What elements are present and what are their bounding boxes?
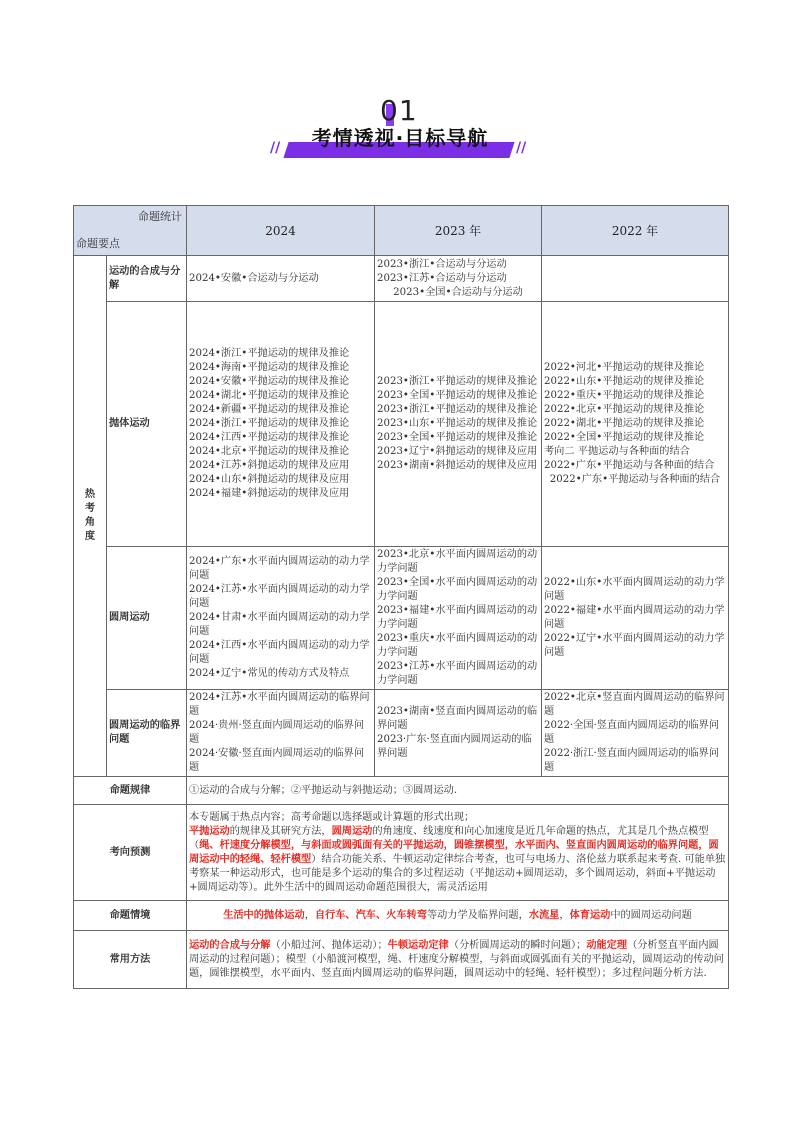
corner-bottom-label: 命题要点 xyxy=(76,237,120,250)
list-item: 2022•辽宁•水平面内圆周运动的动力学问题 xyxy=(544,633,725,658)
list-item: 2024•江苏•水平面内圆周运动的临界问题 xyxy=(189,692,370,717)
rule-text: ①运动的合成与分解；②平抛运动与斜抛运动；③圆周运动. xyxy=(187,777,729,805)
text-span: 等动力学及临界问题， xyxy=(426,909,529,921)
big-char: 热 xyxy=(84,489,96,500)
list-item: 2024•江西•水平面内圆周运动的动力学问题 xyxy=(189,640,370,665)
list-item: 2024•海南•平抛运动的规律及推论 xyxy=(189,362,350,373)
text-span: 中的圆周运动问题 xyxy=(610,909,692,921)
list-item: 2024•浙江•平抛运动的规律及推论 xyxy=(189,348,350,359)
highlight: 运动的合成与分解 xyxy=(189,939,271,951)
cell-2023 xyxy=(375,256,542,302)
list-item: 2023•浙江•平抛运动的规律及推论 xyxy=(377,404,538,415)
list-item: 2024•新疆•平抛运动的规律及推论 xyxy=(189,404,350,415)
section-header xyxy=(0,92,800,162)
list-item: 2022·全国·竖直面内圆周运动的临界问题 xyxy=(544,720,720,745)
cell-2022 xyxy=(542,302,729,547)
cell-2023 xyxy=(375,302,542,547)
list-item: 2023•浙江•合运动与分运动 xyxy=(377,258,507,270)
text-span: （分析圆周运动的瞬时问题）； xyxy=(448,939,587,951)
text-span: （小船过河、抛体运动）； xyxy=(270,939,388,951)
right-slash-decoration: // xyxy=(516,140,527,156)
table-row xyxy=(74,805,729,901)
list-item: 2024•江苏•水平面内圆周运动的动力学问题 xyxy=(189,584,370,609)
list-item: 2022•福建•水平面内圆周运动的动力学问题 xyxy=(544,605,725,630)
text-span: ）结合功能关系、牛顿运动定律综合考查，也可与电场力、洛伦兹力联系起来考查. 可能单独考察某一种运动形式，也可能是多个运动的集合的多过程运动（平抛运动+圆周运动，多个圆周运动，斜面+平抛运动+圆周运动等）。此外生活中的圆周运动命题范围很大，需灵活运用 xyxy=(189,853,726,893)
cell-2022 xyxy=(542,547,729,690)
cell-2024 xyxy=(187,690,375,777)
list-item: 2024•湖北•平抛运动的规律及推论 xyxy=(189,390,350,401)
highlight: 牛顿运动定律 xyxy=(387,939,449,951)
table-header-row xyxy=(74,206,729,256)
situation-label: 命题情境 xyxy=(74,901,187,931)
left-slash-decoration: // xyxy=(270,140,281,156)
table-row xyxy=(74,690,729,777)
section-number: 01 xyxy=(380,94,418,127)
section-title: 考情透视·目标导航 xyxy=(311,126,489,150)
list-item: 2022•广东•平抛运动与各种面的结合 xyxy=(549,474,721,485)
highlight: 生活中的抛体运动 xyxy=(223,909,305,921)
list-item: 2022·浙江·竖直面内圆周运动的临界问题 xyxy=(544,748,720,773)
list-item: 2023•全国•合运动与分运动 xyxy=(393,286,523,298)
highlight: 平抛运动 xyxy=(189,825,230,837)
list-item: 2024•江苏•斜抛运动的规律及应用 xyxy=(189,460,350,471)
cell-2024 xyxy=(187,256,375,302)
list-item: 2024•山东•斜抛运动的规律及应用 xyxy=(189,474,350,485)
list-item: 2023•重庆•水平面内圆周运动的动力学问题 xyxy=(377,633,538,658)
year-header-2023: 2023 年 xyxy=(375,206,542,256)
list-item: 2023•全国•水平面内圆周运动的动力学问题 xyxy=(377,577,538,602)
methods-text xyxy=(187,931,729,989)
list-item: 2023•江苏•水平面内圆周运动的动力学问题 xyxy=(377,661,538,686)
highlight: 水流星 xyxy=(528,909,560,921)
highlight: 圆周运动 xyxy=(331,825,373,837)
methods-label: 常用方法 xyxy=(74,931,187,989)
list-item: 2024•安徽•平抛运动的规律及推论 xyxy=(189,376,350,387)
list-item: 2023•山东•平抛运动的规律及推论 xyxy=(377,418,538,429)
text-span: 的规律及其研究方法， xyxy=(229,825,332,837)
table-row xyxy=(74,547,729,690)
list-item: 2022•湖北•平抛运动的规律及推论 xyxy=(544,418,705,429)
list-item: 2023•全国•平抛运动的规律及推论 xyxy=(377,432,538,443)
cell-2023 xyxy=(375,690,542,777)
list-item: 2022•山东•水平面内圆周运动的动力学问题 xyxy=(544,577,725,602)
cell-2022 xyxy=(542,256,729,302)
list-item: 2023•湖南•竖直面内圆周运动的临界问题 xyxy=(377,706,538,731)
table-row xyxy=(74,901,729,931)
cell-2024 xyxy=(187,302,375,547)
situation-text xyxy=(187,901,729,931)
rule-label: 命题规律 xyxy=(74,777,187,805)
list-item: 2024·贵州·竖直面内圆周运动的临界问题 xyxy=(189,720,365,745)
big-char: 考 xyxy=(84,503,96,514)
list-item: 2024•甘肃•水平面内圆周运动的动力学问题 xyxy=(189,612,370,637)
year-header-2024: 2024 xyxy=(187,206,375,256)
list-item: 2024•广东•水平面内圆周运动的动力学问题 xyxy=(189,556,370,581)
list-item: 考向二 平抛运动与各种面的结合 xyxy=(544,446,690,457)
table-row xyxy=(74,777,729,805)
list-item: 2024•北京•平抛运动的规律及推论 xyxy=(189,446,350,457)
table-row xyxy=(74,256,729,302)
cell-2023 xyxy=(375,547,542,690)
list-item: 2023•浙江•平抛运动的规律及推论 xyxy=(377,376,538,387)
list-item: 2023•辽宁•斜抛运动的规律及应用 xyxy=(377,446,538,457)
highlight: 自行车、汽车、火车转弯 xyxy=(314,909,427,921)
forecast-intro: 本专题属于热点内容；高考命题以选择题或计算题的形式出现； xyxy=(189,811,475,823)
big-char: 度 xyxy=(84,531,96,542)
highlight: 体育运动 xyxy=(569,909,611,921)
topic-label: 抛体运动 xyxy=(107,302,187,547)
list-item: 2024•辽宁•常见的传动方式及特点 xyxy=(189,668,350,679)
list-item: 2022•山东•平抛运动的规律及推论 xyxy=(544,376,705,387)
big-char: 角 xyxy=(84,517,96,528)
list-item: 2023•湖南•斜抛运动的规律及应用 xyxy=(377,460,538,471)
topic-label: 圆周运动 xyxy=(107,547,187,690)
corner-top-label: 命题统计 xyxy=(138,210,182,223)
forecast-text xyxy=(187,805,729,901)
list-item: 2024·安徽·竖直面内圆周运动的临界问题 xyxy=(189,748,365,773)
text-span: 的角速度、线速度和向心加速度是近几年命题的热点，尤其是几个热点模型（ xyxy=(189,825,709,851)
list-item: 2022•重庆•平抛运动的规律及推论 xyxy=(544,390,705,401)
topic-label: 运动的合成与分解 xyxy=(107,256,187,302)
list-item: 2022•河北•平抛运动的规律及推论 xyxy=(544,362,705,373)
list-item: 2024•浙江•平抛运动的规律及推论 xyxy=(189,418,350,429)
list-item: 2022•广东•平抛运动与各种面的结合 xyxy=(544,460,715,471)
highlight: 绳、杆速度分解模型，与斜面或圆弧面有关的平抛运动，圆锥摆模型，水平面内、竖直面内圆周运动的临界问题，圆周运动中的轻绳、轻杆模型 xyxy=(189,839,719,865)
exam-analysis-table xyxy=(73,205,729,989)
hot-angle-label xyxy=(74,256,107,777)
table-row xyxy=(74,931,729,989)
list-item: 2023•全国•平抛运动的规律及推论 xyxy=(377,390,538,401)
table-row xyxy=(74,302,729,547)
year-header-2022: 2022 年 xyxy=(542,206,729,256)
list-item: 2023•江苏•合运动与分运动 xyxy=(377,272,507,284)
list-item: 2022•北京•竖直面内圆周运动的临界问题 xyxy=(544,692,725,717)
list-item: 2024•福建•斜抛运动的规律及应用 xyxy=(189,488,350,499)
cell-2022 xyxy=(542,690,729,777)
highlight: 动能定理 xyxy=(586,939,628,951)
cell-2024 xyxy=(187,547,375,690)
list-item: 2024•安徽•合运动与分运动 xyxy=(189,272,319,284)
forecast-label: 考向预测 xyxy=(74,805,187,901)
list-item: 2022•北京•平抛运动的规律及推论 xyxy=(544,404,705,415)
topic-label: 圆周运动的临界问题 xyxy=(107,690,187,777)
text-span: ， xyxy=(304,909,315,921)
corner-cell xyxy=(74,206,187,256)
text-span: （分析竖直平面内圆周运动的过程问题）；模型（小船渡河模型，绳、杆速度分解模型，与斜面或圆弧面有关的平抛运动，圆周运动的传动问题，圆锥摆模型，水平面内、竖直面内圆周运动的临界问题，圆周运动中的轻绳、轻杆模型）；多过程问题分析方法. xyxy=(189,939,724,979)
list-item: 2022•全国•平抛运动的规律及推论 xyxy=(544,432,705,443)
list-item: 2024•江西•平抛运动的规律及推论 xyxy=(189,432,350,443)
list-item: 2023•福建•水平面内圆周运动的动力学问题 xyxy=(377,605,538,630)
text-span: ， xyxy=(559,909,570,921)
list-item: 2023•北京•水平面内圆周运动的动力学问题 xyxy=(377,549,538,574)
list-item: 2023·广东·竖直面内圆周运动的临界问题 xyxy=(377,734,532,759)
